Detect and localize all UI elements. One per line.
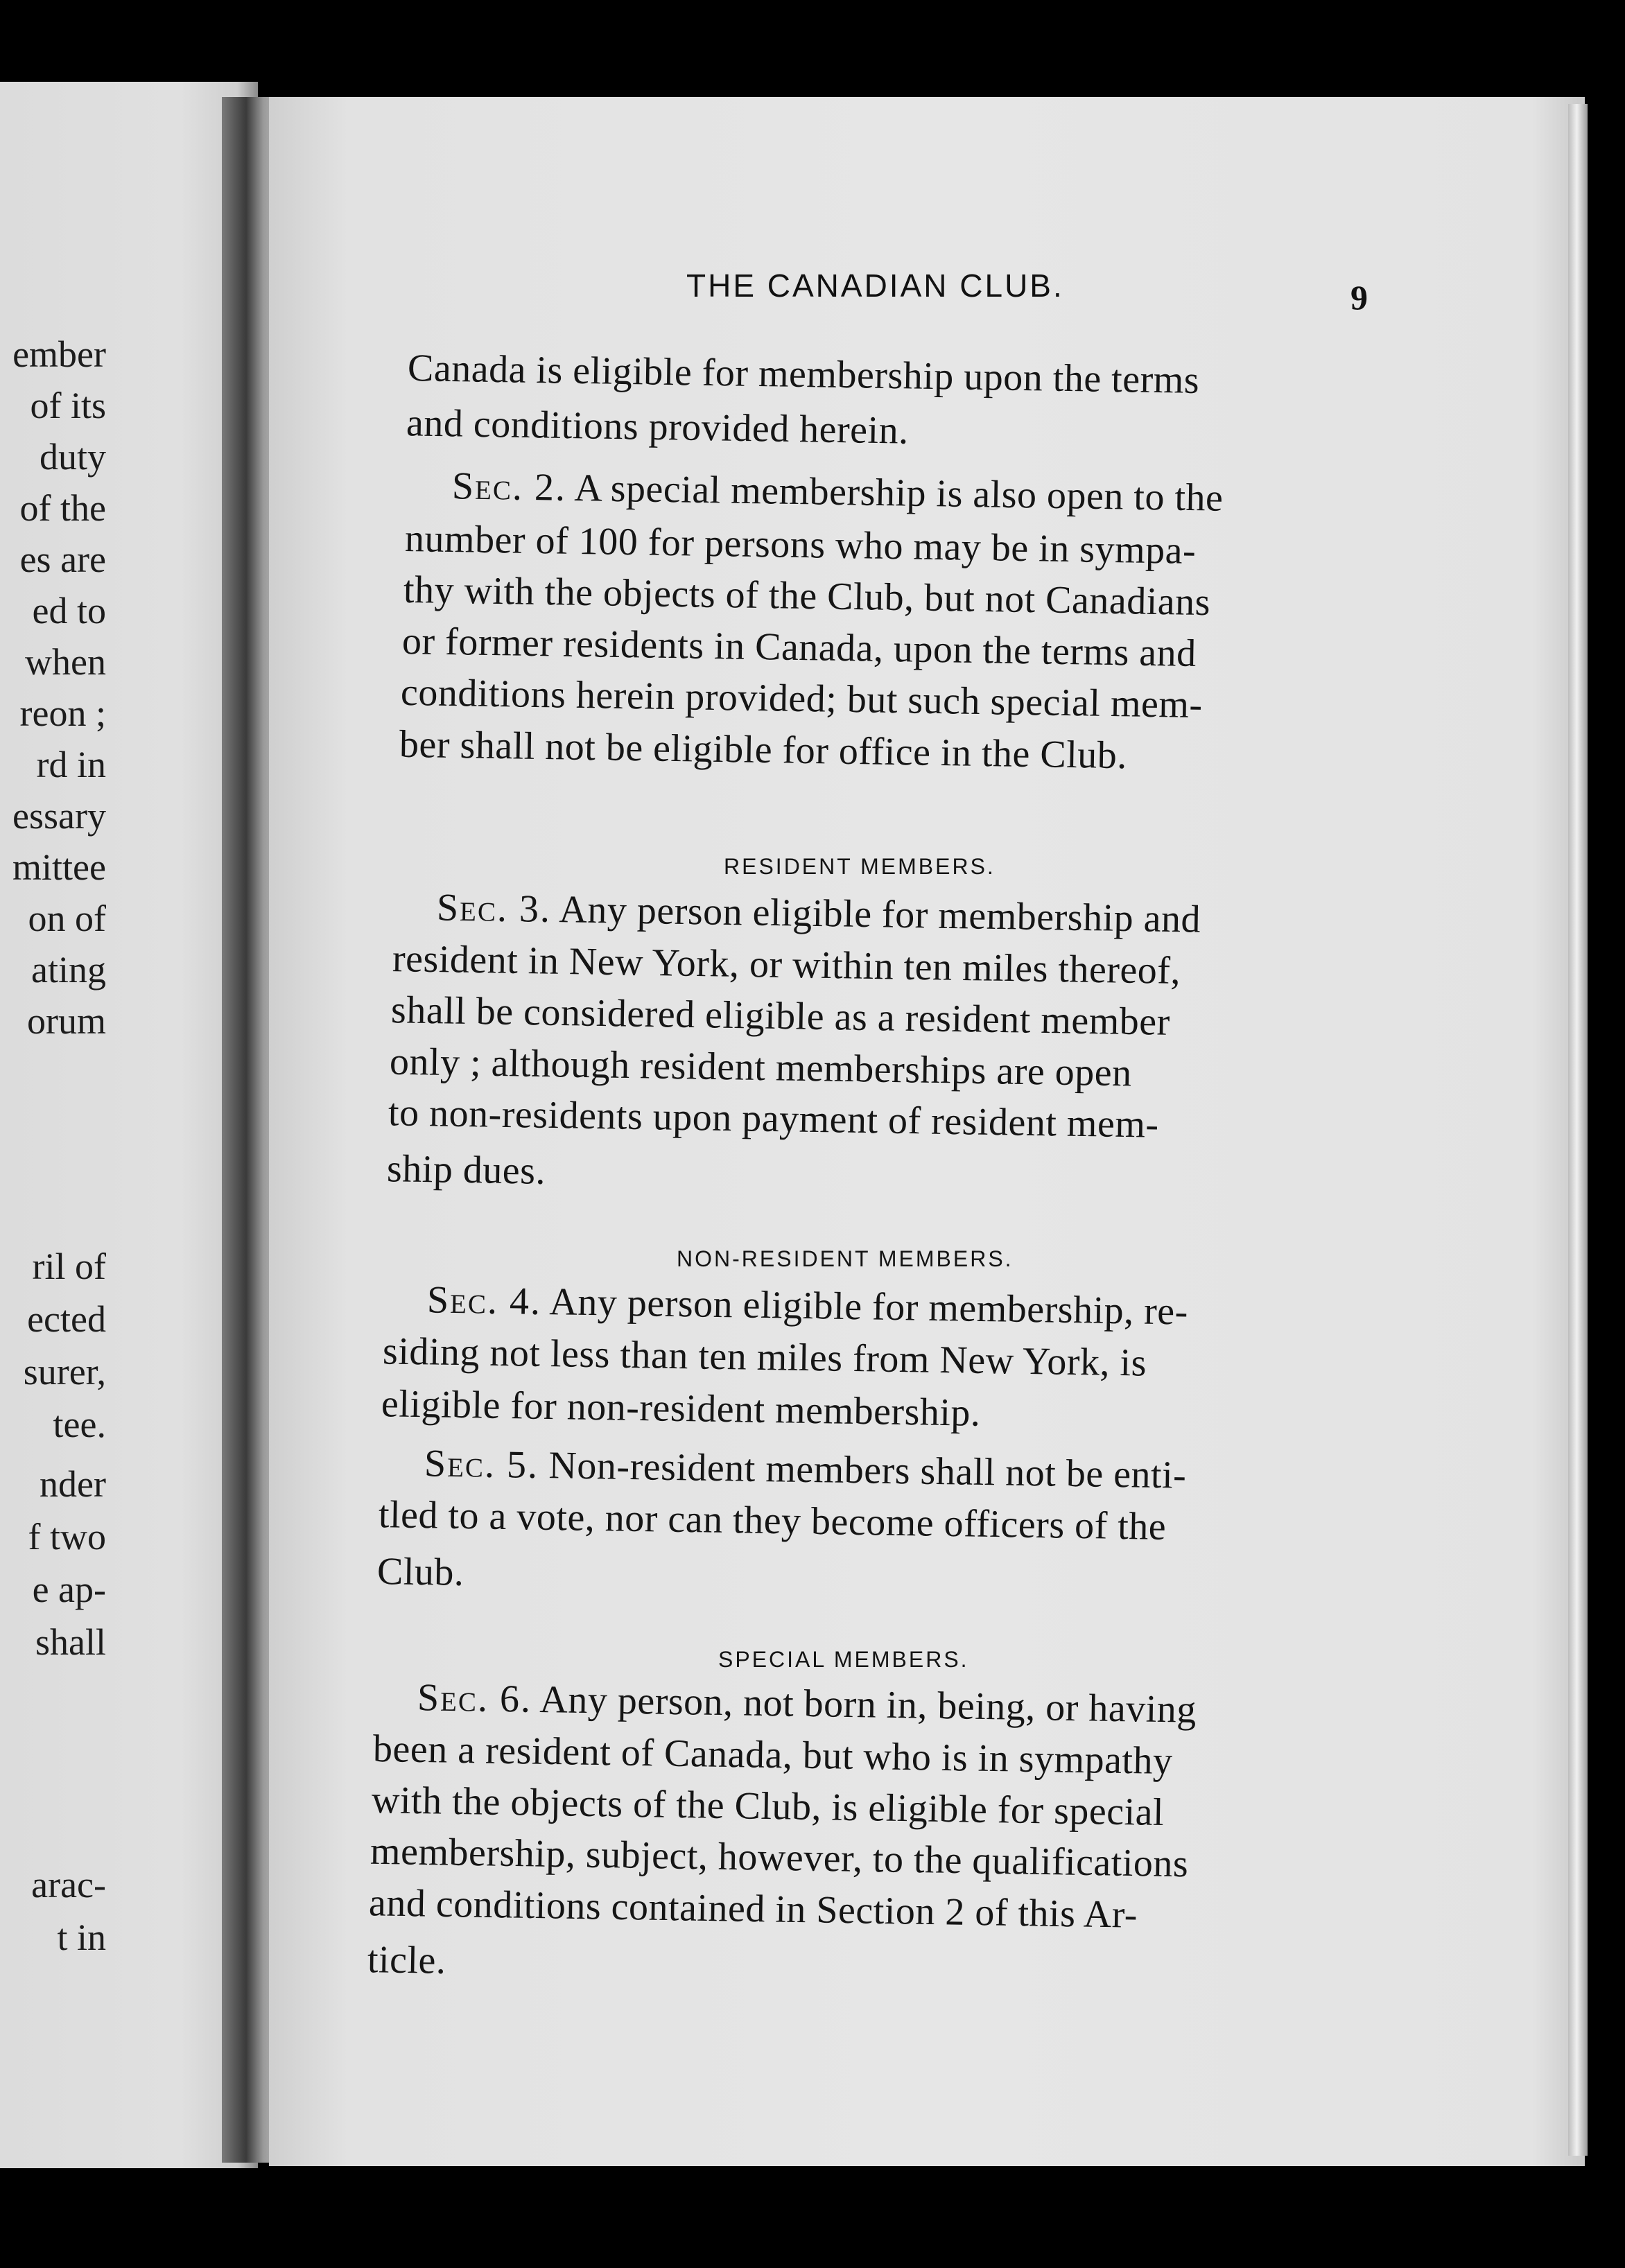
left-line: e ap- xyxy=(32,1569,106,1610)
left-line: ed to xyxy=(32,590,106,631)
left-line: surer, xyxy=(23,1351,106,1393)
section-paragraph-start xyxy=(424,1442,1187,1497)
text-line: to non-residents upon payment of resident mem- xyxy=(388,1091,1160,1146)
section-heading: SPECIAL MEMBERS. xyxy=(718,1647,969,1672)
section-paragraph-start xyxy=(437,888,1201,939)
section-label: Sec. 3. xyxy=(436,886,552,931)
left-line: duty xyxy=(39,436,106,478)
left-line: rd in xyxy=(36,744,106,785)
text-line: conditions herein provided; but such special mem- xyxy=(400,670,1203,727)
text-line: Non-resident members shall not be enti- xyxy=(548,1444,1187,1497)
text-line: tled to a vote, nor can they become officers of the xyxy=(378,1493,1167,1549)
section-label: Sec. 2. xyxy=(451,464,567,509)
text-line: Any person, not born in, being, or having xyxy=(539,1677,1197,1731)
left-line: nder xyxy=(40,1463,106,1505)
text-line: membership, subject, however, to the qualifications xyxy=(370,1829,1189,1886)
text-line: eligible for non-resident membership. xyxy=(381,1382,981,1435)
text-line: ber shall not be eligible for office in the Club. xyxy=(399,722,1128,778)
section-paragraph-start xyxy=(451,464,1224,520)
text-line: been a resident of Canada, but who is in sympathy xyxy=(372,1727,1173,1783)
left-line: ember xyxy=(12,333,106,375)
running-head: THE CANADIAN CLUB. xyxy=(686,268,1064,304)
text-line: Any person eligible for membership, re- xyxy=(548,1280,1189,1334)
left-line: f two xyxy=(28,1516,106,1558)
section-paragraph-start xyxy=(417,1678,1197,1729)
left-line: reon ; xyxy=(19,692,106,734)
section-label: Sec. 5. xyxy=(424,1442,539,1487)
text-line: and conditions provided herein. xyxy=(406,401,910,453)
left-line: of the xyxy=(19,487,106,529)
text-line: only ; although resident memberships are open xyxy=(389,1040,1133,1095)
left-line: mittee xyxy=(12,846,106,888)
text-line: resident in New York, or within ten miles thereof, xyxy=(392,937,1181,993)
text-line: shall be considered eligible as a resident member xyxy=(390,988,1171,1044)
text-line: ship dues. xyxy=(386,1147,546,1193)
left-line: t in xyxy=(57,1917,106,1958)
text-line: number of 100 for persons who may be in sympa- xyxy=(404,517,1197,573)
left-line: es are xyxy=(19,539,106,580)
left-line: tee. xyxy=(53,1404,106,1445)
left-line: shall xyxy=(35,1621,106,1663)
page-number: 9 xyxy=(1350,278,1368,317)
text-line: ticle. xyxy=(367,1938,446,1982)
section-heading: NON-RESIDENT MEMBERS. xyxy=(677,1246,1014,1271)
section-label: Sec. 4. xyxy=(426,1278,542,1323)
section-heading: RESIDENT MEMBERS. xyxy=(724,854,996,879)
left-line: ected xyxy=(27,1298,106,1340)
text-line: thy with the objects of the Club, but not Canadians xyxy=(403,568,1211,625)
text-line: siding not less than ten miles from New York, is xyxy=(382,1329,1147,1385)
section-label: Sec. 6. xyxy=(417,1676,532,1721)
text-line: A special membership is also open to the xyxy=(573,466,1224,520)
text-line: Club. xyxy=(376,1550,464,1594)
text-line: with the objects of the Club, is eligible for special xyxy=(371,1779,1165,1834)
left-line: of its xyxy=(30,385,106,426)
left-line: arac- xyxy=(31,1864,106,1905)
left-line: when xyxy=(25,641,106,683)
left-line: ating xyxy=(31,949,106,991)
left-line: orum xyxy=(27,1000,106,1042)
text-line: Any person eligible for membership and xyxy=(558,888,1201,941)
left-line: on of xyxy=(28,898,106,939)
left-line: essary xyxy=(12,795,106,837)
text-line: Canada is eligible for membership upon the terms xyxy=(407,347,1200,402)
text-line: or former residents in Canada, upon the terms and xyxy=(401,620,1197,675)
text-line: and conditions contained in Section 2 of this Ar- xyxy=(368,1881,1138,1937)
left-line: ril of xyxy=(32,1246,106,1287)
section-paragraph-start xyxy=(426,1278,1189,1334)
